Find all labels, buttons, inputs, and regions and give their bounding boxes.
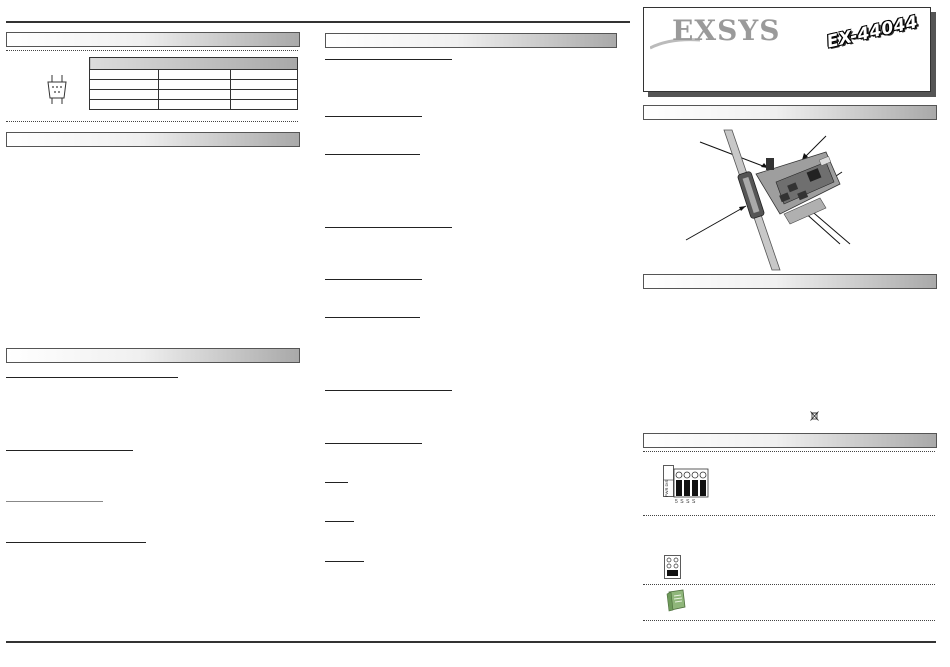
subheading-underline (325, 561, 364, 562)
subheading-underline (6, 501, 103, 502)
divider-dotted (643, 620, 935, 621)
section-header-installation (6, 348, 300, 363)
subheading-underline (325, 317, 420, 318)
pcie-card-illustration (680, 122, 860, 272)
subheading-underline (325, 116, 422, 117)
jumper-small-icon (664, 555, 681, 579)
subheading-underline (325, 59, 452, 60)
jumper-column-label: S (680, 499, 687, 505)
weee-bin-icon (810, 411, 819, 421)
section-header-connector (6, 32, 300, 47)
jumper-column-label: 5 (675, 499, 681, 505)
db9-connector-icon (45, 72, 69, 106)
jumper-column-label: S (691, 499, 698, 505)
divider-dotted (6, 50, 298, 51)
jumper-row-labels (664, 467, 673, 497)
brand-logo: EXSYS (672, 14, 781, 47)
section-header-jumper (643, 433, 937, 448)
subheading-underline (325, 279, 422, 280)
jumper-row-label: PWR (664, 487, 669, 497)
section-header-info (643, 274, 937, 289)
bottom-rule (6, 641, 936, 643)
subheading-underline (325, 521, 354, 522)
pin-assignment-table (89, 57, 298, 110)
table-row (90, 70, 298, 80)
section-header-driver (325, 33, 617, 48)
divider-dotted (643, 515, 935, 516)
subheading-underline (325, 482, 348, 483)
section-header-description (6, 132, 300, 147)
jumper-row-label: DIS (664, 479, 669, 487)
subheading-underline (325, 154, 420, 155)
subheading-underline (325, 227, 452, 228)
subheading-underline (6, 542, 146, 543)
table-row (90, 100, 298, 110)
divider-dotted (643, 451, 935, 452)
note-book-icon (665, 589, 687, 612)
table-header-cell (90, 58, 298, 70)
subheading-underline (6, 377, 178, 378)
top-rule (6, 21, 630, 23)
jumper-column-label: S (686, 499, 692, 505)
divider-dotted (643, 584, 935, 585)
table-row (90, 80, 298, 90)
subheading-underline (325, 390, 452, 391)
subheading-underline (6, 450, 133, 451)
model-number: EX-44044 (825, 12, 921, 53)
jumper-column-labels (675, 499, 711, 505)
subheading-underline (325, 443, 422, 444)
table-row (90, 90, 298, 100)
section-header-layout (643, 105, 937, 120)
divider-dotted (6, 121, 298, 122)
